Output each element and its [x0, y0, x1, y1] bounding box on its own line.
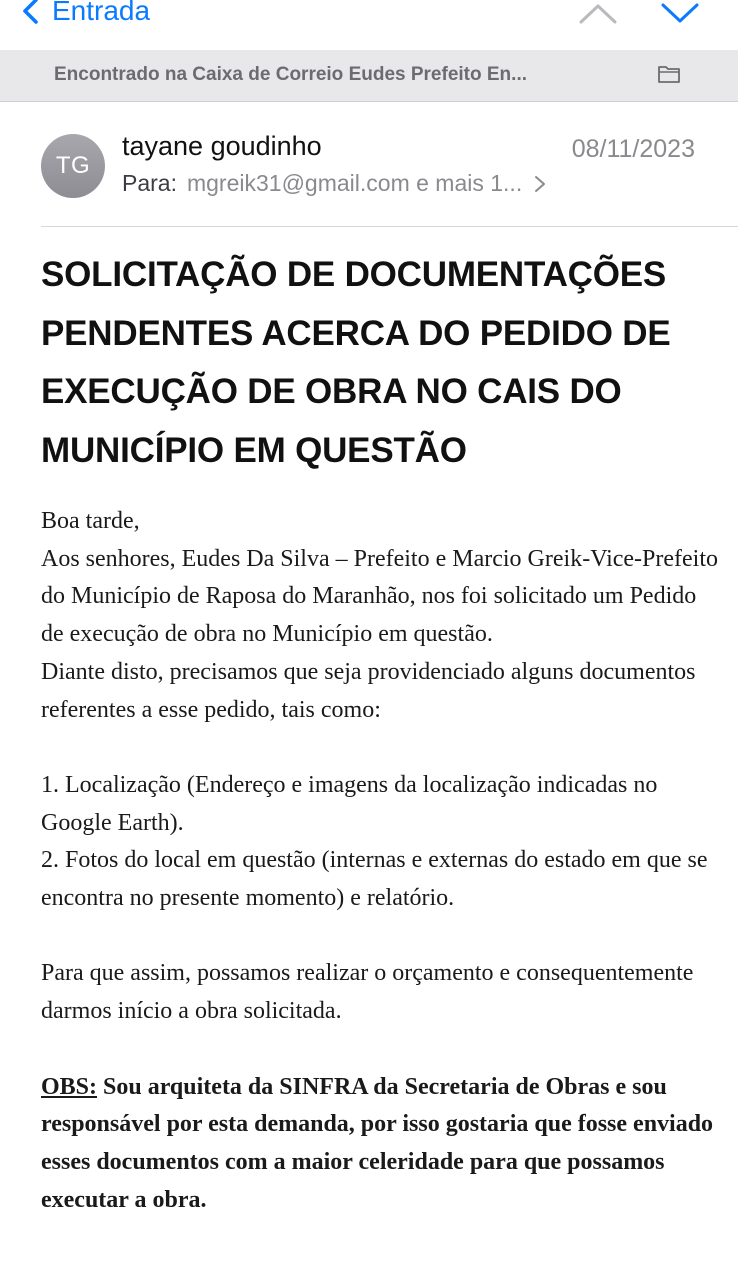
sender-name[interactable]: tayane goudinho: [122, 131, 322, 161]
obs-label: OBS:: [41, 1073, 98, 1100]
message-body: [41, 503, 721, 1219]
next-message-button[interactable]: [660, 0, 700, 26]
spacer: [41, 918, 721, 956]
back-button[interactable]: [20, 0, 150, 26]
previous-message-button[interactable]: [578, 0, 618, 26]
obs-text: Sou arquiteta da SINFRA da Secretaria de Obras e sou responsável por esta demanda, por isso gostaria que fosse enviado esses documentos com a maior celeridade para que possamos executar a obra.: [41, 1073, 714, 1213]
chevron-right-icon: [534, 175, 546, 193]
body-paragraph-1: Aos senhores, Eudes Da Silva – Prefeito e Marcio Greik-Vice-Prefeito do Município de Raposa do Maranhão, nos foi solicitado um Pedido de execução de obra no Município em questão.: [41, 545, 719, 648]
mailbox-banner-text: Encontrado na Caixa de Correio Eudes Prefeito En...: [54, 64, 527, 85]
obs-note: [41, 1069, 721, 1220]
recipients-value: mgreik31@gmail.com e mais 1...: [186, 170, 523, 196]
list-item-1: 1. Localização (Endereço e imagens da localização indicadas no Google Earth).: [41, 771, 658, 836]
list-item-2: 2. Fotos do local em questão (internas e externas do estado em que se encontra no presente momento) e relatório.: [41, 847, 708, 912]
avatar[interactable]: TG: [41, 134, 105, 198]
message-subject: SOLICITAÇÃO DE DOCUMENTAÇÕES PENDENTES ACERCA DO PEDIDO DE EXECUÇÃO DE OBRA NO CAIS DO MUNICÍPIO EM QUESTÃO: [41, 255, 671, 470]
to-label: Para:: [122, 170, 177, 196]
spacer: [41, 1031, 721, 1069]
recipients-line[interactable]: [122, 170, 546, 197]
chevron-down-icon: [663, 5, 697, 21]
header-divider: [41, 226, 738, 227]
mailbox-banner[interactable]: [0, 50, 738, 102]
back-label: Entrada: [52, 0, 151, 26]
chevron-up-icon: [581, 6, 615, 22]
body-paragraph-3: Para que assim, possamos realizar o orçamento e consequentemente darmos início a obra solicitada.: [41, 960, 694, 1025]
folder-icon[interactable]: [657, 64, 681, 84]
top-nav: [0, 0, 738, 46]
body-paragraph-2: Diante disto, precisamos que seja providenciado alguns documentos referentes a esse pedido, tais como:: [41, 658, 696, 723]
spacer: [41, 729, 721, 767]
message-date: 08/11/2023: [571, 135, 695, 163]
greeting: Boa tarde,: [41, 508, 140, 534]
chevron-left-icon: [20, 0, 42, 26]
